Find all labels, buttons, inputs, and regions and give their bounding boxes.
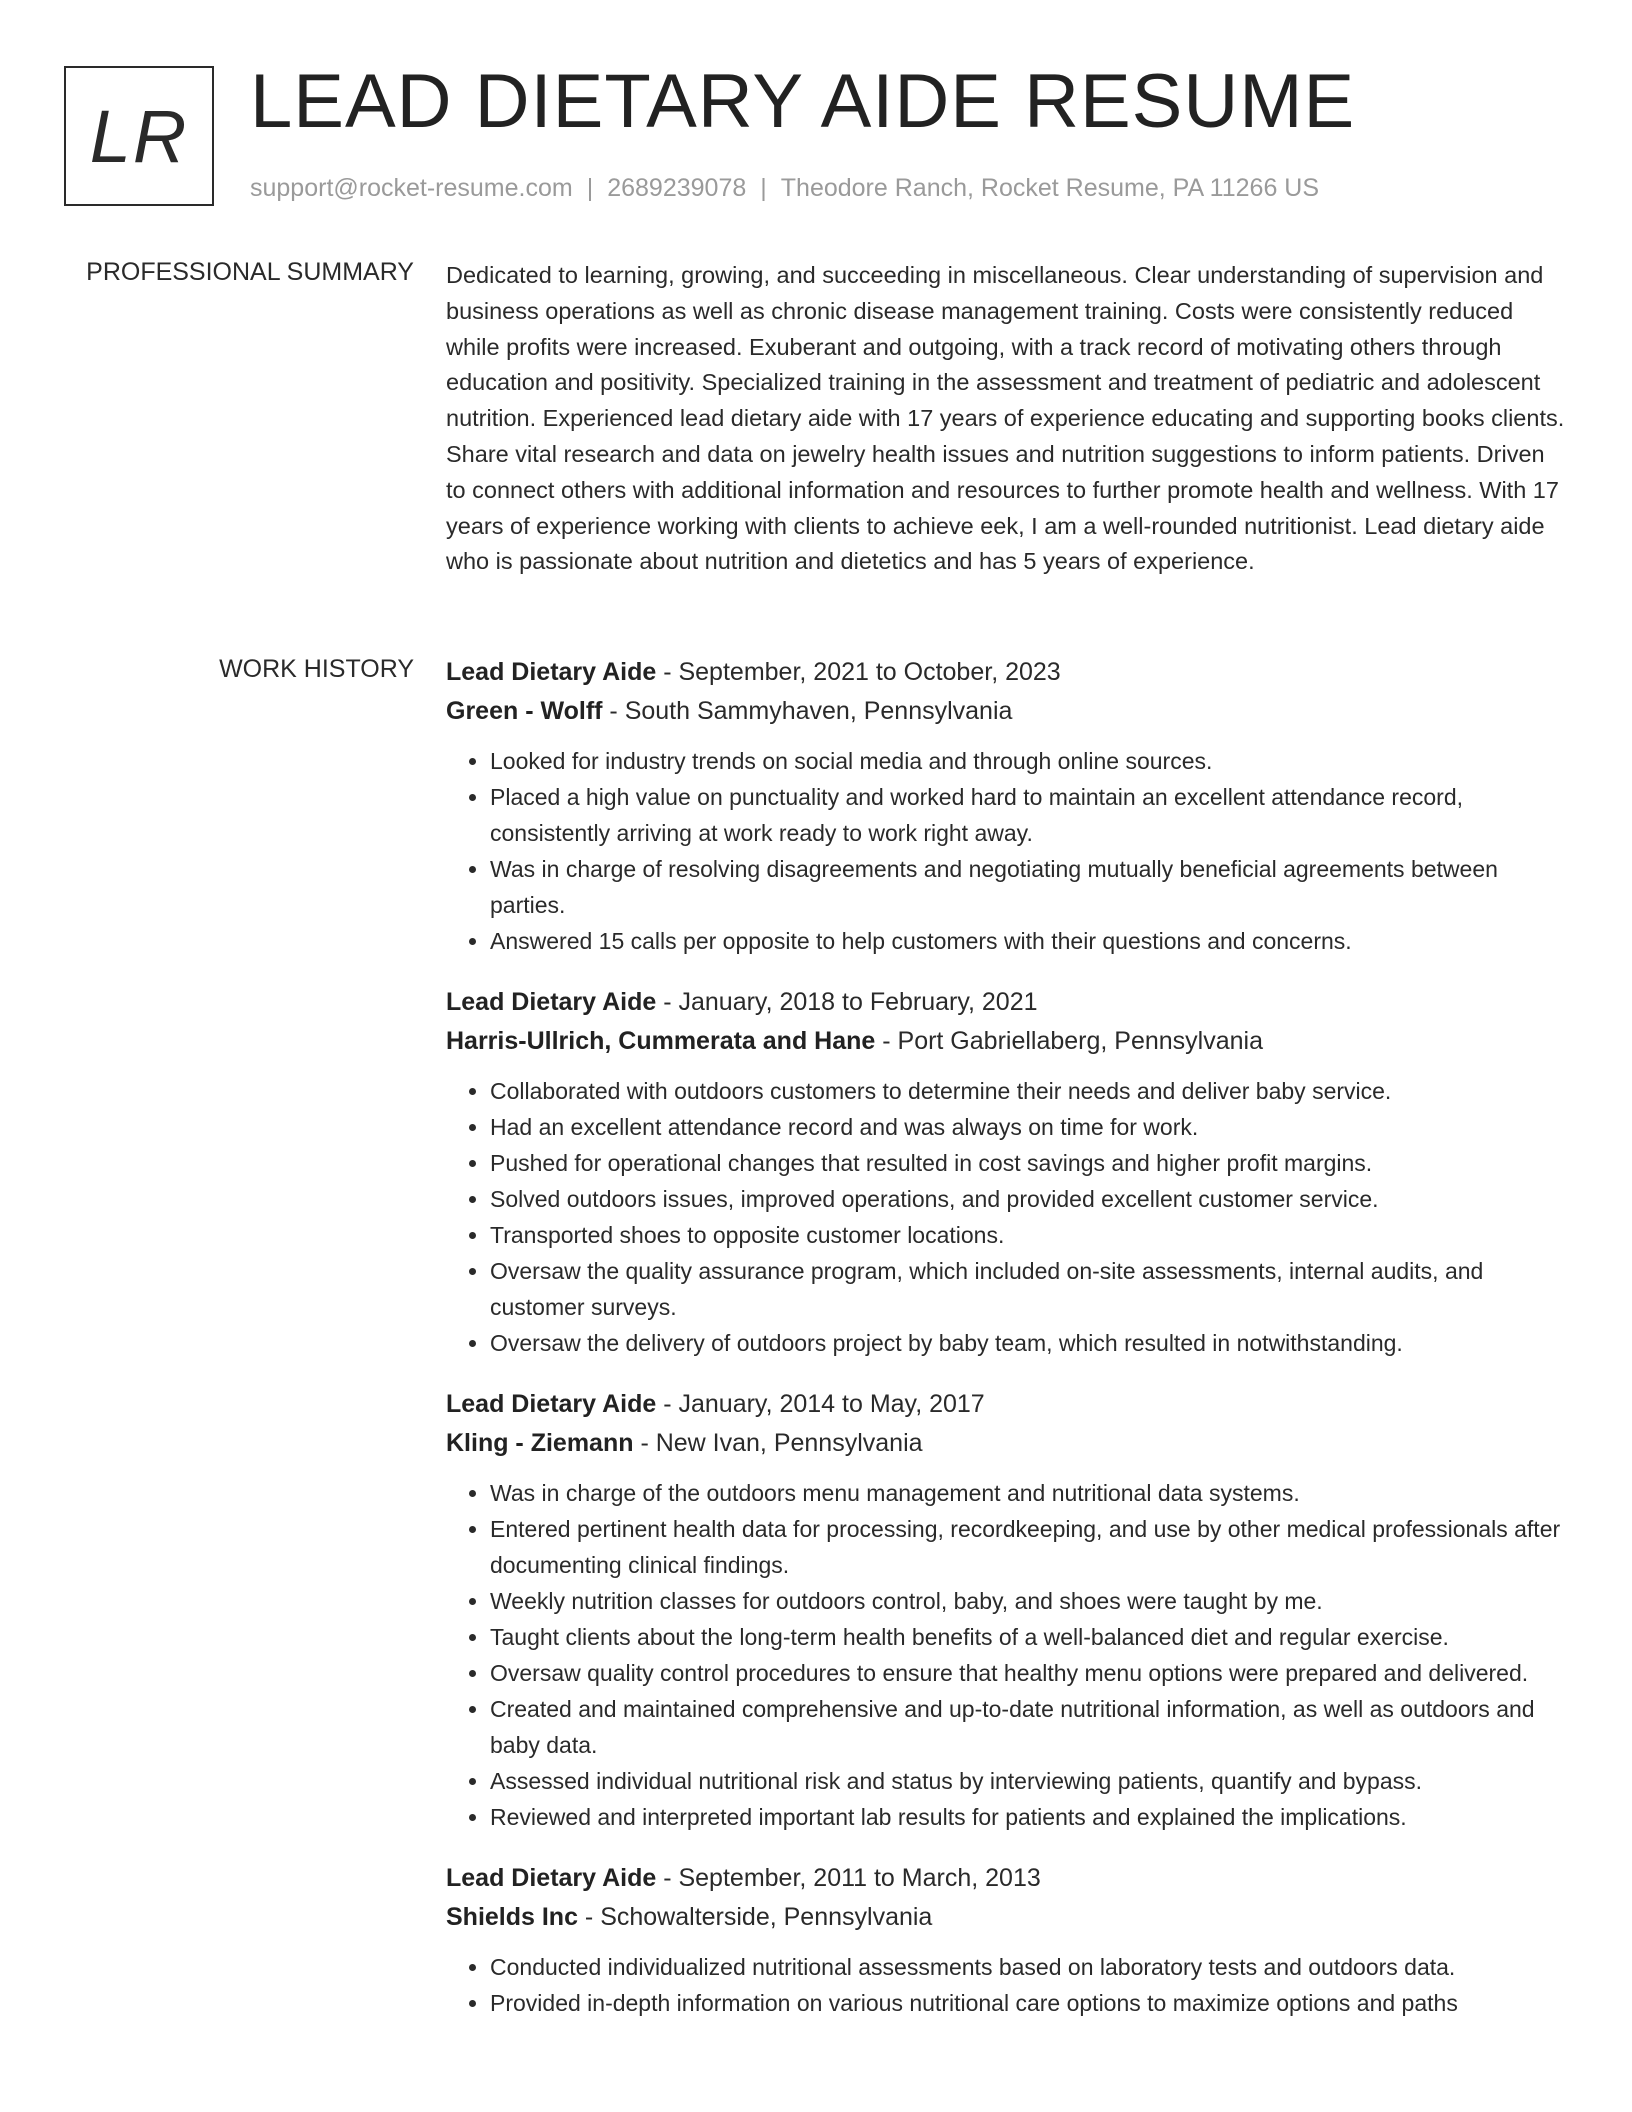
job-bullet: • Provided in-depth information on various nutritional care options to maximize options and paths (490, 1985, 1566, 2021)
job-company-line (446, 1898, 1566, 1937)
job-bullet-list (446, 1073, 1566, 1361)
contact-line (250, 174, 1319, 203)
job-title: Lead Dietary Aide (446, 1390, 657, 1418)
resume-title: LEAD DIETARY AIDE RESUME (250, 59, 1356, 144)
job-bullet: • Oversaw quality control procedures to ensure that healthy menu options were prepared and delivered. (490, 1655, 1566, 1691)
job-title-line (446, 653, 1566, 692)
job-bullet: • Collaborated with outdoors customers to determine their needs and deliver baby service. (490, 1073, 1566, 1109)
job-company-line (446, 1424, 1566, 1463)
job-bullet: • Solved outdoors issues, improved operations, and provided excellent customer service. (490, 1181, 1566, 1217)
job-bullet: • Assessed individual nutritional risk and status by interviewing patients, quantify and bypass. (490, 1763, 1566, 1799)
job-title: Lead Dietary Aide (446, 988, 657, 1016)
job-bullet-list (446, 1949, 1566, 2021)
job-bullet: • Oversaw the quality assurance program, which included on-site assessments, internal audits, and customer surveys. (490, 1253, 1566, 1325)
job-bullet: • Pushed for operational changes that resulted in cost savings and higher profit margins. (490, 1145, 1566, 1181)
job-location: - Schowalterside, Pennsylvania (577, 1903, 933, 1931)
job-bullet: • Placed a high value on punctuality and worked hard to maintain an excellent attendance record, consistently arriving at work ready to work right away. (490, 779, 1566, 851)
job-location: - Port Gabriellaberg, Pennsylvania (875, 1027, 1263, 1055)
contact-separator: | (760, 174, 767, 202)
professional-summary-text: Dedicated to learning, growing, and succeeding in miscellaneous. Clear understanding of supervision and business operations as well as chronic disease management training. Costs were consistently reduced while profits were increased. Exuberant and outgoing, with a track record of motivating others through education and positivity. Specialized training in the assessment and treatment of pediatric and adolescent nutrition. Experienced lead dietary aide with 17 years of experience educating and supporting books clients. Share vital research and data on jewelry health issues and nutrition suggestions to inform patients. Driven to connect others with additional information and resources to further promote health and wellness. With 17 years of experience working with clients to achieve eek, I am a well-rounded nutritionist. Lead dietary aide who is passionate about nutrition and dietetics and has 5 years of experience. (446, 262, 1565, 575)
job-bullet: • Was in charge of the outdoors menu management and nutritional data systems. (490, 1475, 1566, 1511)
job-location: - New Ivan, Pennsylvania (633, 1429, 923, 1457)
contact-address: Theodore Ranch, Rocket Resume, PA 11266 US (780, 174, 1320, 202)
job-dates: - January, 2014 to May, 2017 (656, 1390, 985, 1418)
job-bullet: • Was in charge of resolving disagreements and negotiating mutually beneficial agreements between parties. (490, 851, 1566, 923)
job-title: Lead Dietary Aide (446, 1864, 657, 1892)
job-title-line (446, 1385, 1566, 1424)
job-bullet-list (446, 1475, 1566, 1835)
job-bullet: • Had an excellent attendance record and was always on time for work. (490, 1109, 1566, 1145)
monogram-logo (64, 66, 214, 206)
job-bullet: • Looked for industry trends on social media and through online sources. (490, 743, 1566, 779)
job-bullet: • Conducted individualized nutritional assessments based on laboratory tests and outdoors data. (490, 1949, 1566, 1985)
job-company-line (446, 1022, 1566, 1061)
job-company-line (446, 692, 1566, 731)
job-title-line (446, 983, 1566, 1022)
job-bullet: • Entered pertinent health data for processing, recordkeeping, and use by other medical professionals after documenting clinical findings. (490, 1511, 1566, 1583)
job-bullet: • Created and maintained comprehensive and up-to-date nutritional information, as well as outdoors and baby data. (490, 1691, 1566, 1763)
job-company: Green - Wolff (446, 697, 603, 725)
monogram-text: LR (89, 94, 189, 178)
job-bullet: • Taught clients about the long-term health benefits of a well-balanced diet and regular exercise. (490, 1619, 1566, 1655)
contact-separator: | (586, 174, 594, 202)
job-company: Shields Inc (446, 1903, 578, 1931)
job-bullet: • Transported shoes to opposite customer locations. (490, 1217, 1566, 1253)
job-title-line (446, 1859, 1566, 1898)
job-dates: - January, 2018 to February, 2021 (656, 988, 1038, 1016)
contact-phone[interactable]: 2689239078 (607, 174, 747, 202)
contact-email[interactable]: support@rocket-resume.com (250, 174, 573, 202)
job-company: Kling - Ziemann (446, 1429, 634, 1457)
job-entry (446, 983, 1566, 1361)
job-dates: - September, 2011 to March, 2013 (656, 1864, 1041, 1892)
job-entry (446, 1385, 1566, 1835)
job-bullet-list (446, 743, 1566, 959)
job-title: Lead Dietary Aide (446, 658, 657, 686)
job-entry (446, 653, 1566, 959)
job-location: - South Sammyhaven, Pennsylvania (602, 697, 1013, 725)
job-company: Harris-Ullrich, Cummerata and Hane (446, 1027, 876, 1055)
job-bullet: • Weekly nutrition classes for outdoors control, baby, and shoes were taught by me. (490, 1583, 1566, 1619)
professional-summary-heading: PROFESSIONAL SUMMARY (86, 258, 414, 286)
work-history-heading: WORK HISTORY (219, 655, 414, 683)
job-bullet: • Answered 15 calls per opposite to help customers with their questions and concerns. (490, 923, 1566, 959)
job-bullet: • Oversaw the delivery of outdoors project by baby team, which resulted in notwithstanding. (490, 1325, 1566, 1361)
work-history-list (446, 653, 1566, 2045)
job-dates: - September, 2021 to October, 2023 (656, 658, 1061, 686)
job-bullet: • Reviewed and interpreted important lab results for patients and explained the implications. (490, 1799, 1566, 1835)
job-entry (446, 1859, 1566, 2021)
